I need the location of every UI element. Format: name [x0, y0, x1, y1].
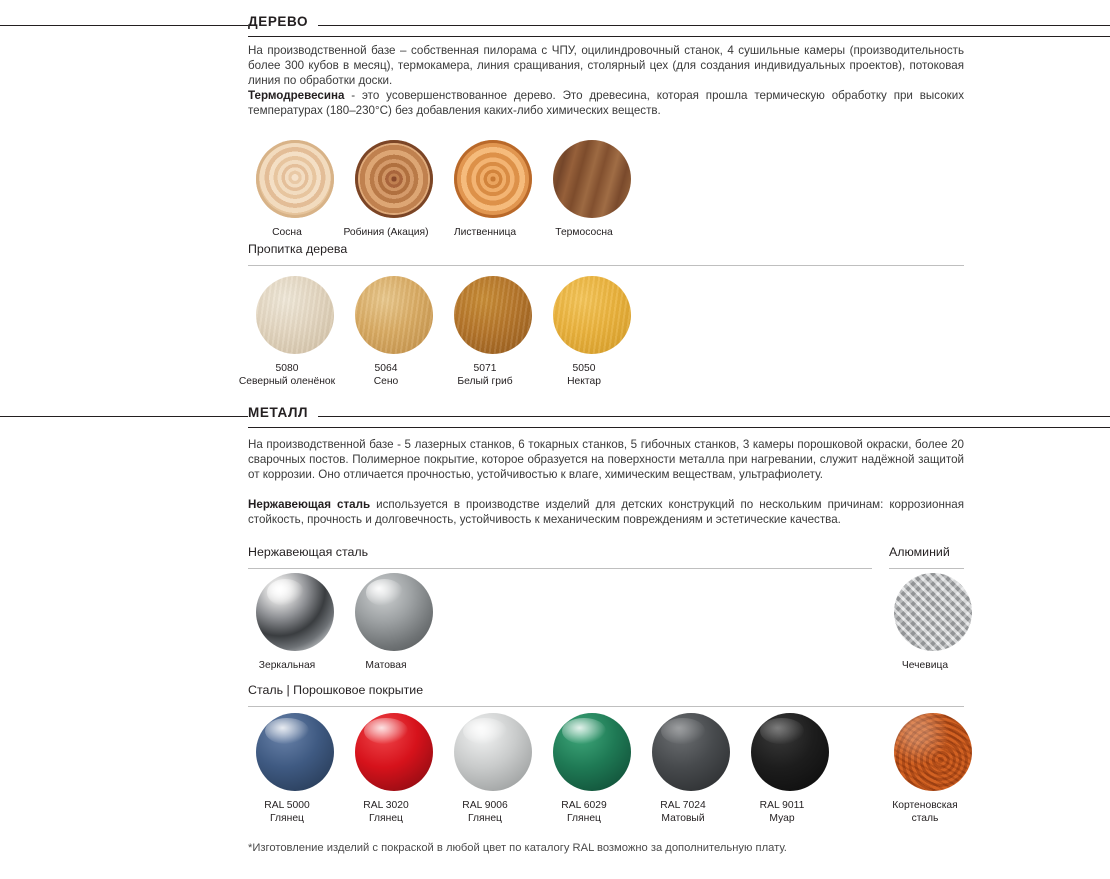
metal-paragraph-2-text: используется в производстве изделий для детских конструкций по нескольким причинам: коррозионная стойкость, прочность и долговечность, устойчивость к механическим повреждениям и эстетические качества.: [248, 498, 964, 527]
ral-3020-finish: Глянец: [369, 812, 403, 824]
swatch-impregnation-5064[interactable]: [347, 276, 441, 388]
powder-rule: [248, 706, 964, 707]
swatch-aluminium-lens[interactable]: [886, 573, 980, 673]
matte-label: Матовая: [365, 660, 407, 671]
metal-header-rule-bottom: [248, 427, 1110, 428]
larch-disc: [454, 140, 532, 218]
metal-header-rule-top: [0, 416, 1110, 417]
stainless-rule: [248, 568, 872, 569]
impregnation-5064-name: Сено: [373, 375, 399, 387]
wood-section-header: [0, 14, 1110, 40]
mirror-sphere: [256, 573, 334, 651]
wood-header-rule-top: [0, 25, 1110, 26]
impregnation-rule: [248, 265, 964, 266]
ral-7024-finish: Матовый: [661, 812, 705, 824]
grain-overlay-icon: [454, 276, 532, 354]
stainless-title: Нержавеющая сталь: [248, 545, 369, 559]
pine-disc: [256, 140, 334, 218]
swatch-impregnation-5050[interactable]: [545, 276, 639, 388]
gloss-icon: [364, 718, 408, 745]
aluminium-rule: [889, 568, 964, 569]
impregnation-5080-name: Северный оленёнок: [238, 375, 336, 387]
ral-6029-sphere: [553, 713, 631, 791]
swatch-pine[interactable]: [248, 140, 342, 240]
highlight-icon: [366, 579, 403, 606]
impregnation-5080-code: 5080: [275, 363, 299, 374]
swatch-thermo-pine[interactable]: [545, 140, 639, 240]
swatch-corten-steel[interactable]: [886, 713, 980, 825]
ral-3020-sphere: [355, 713, 433, 791]
swatch-impregnation-5071[interactable]: [446, 276, 540, 388]
powder-title: Сталь | Порошковое покрытие: [248, 683, 424, 697]
impregnation-5064-code: 5064: [374, 363, 398, 374]
grain-overlay-icon: [355, 276, 433, 354]
swatch-stainless-matte[interactable]: [347, 573, 441, 673]
impregnation-5071: [454, 276, 532, 354]
metal-paragraph-2-lead: Нержавеющая сталь: [248, 498, 371, 511]
impregnation-5064: [355, 276, 433, 354]
ral-9011-sphere: [751, 713, 829, 791]
ral-9006-sphere: [454, 713, 532, 791]
ral-9011-finish: Муар: [769, 812, 795, 824]
ral-9011-code: RAL 9011: [759, 800, 805, 811]
swatch-ral-9006[interactable]: [446, 713, 540, 825]
grain-overlay-icon: [256, 276, 334, 354]
wood-paragraph-2: [248, 88, 964, 118]
swatch-ral-6029[interactable]: [545, 713, 639, 825]
pine-label: Сосна: [272, 227, 302, 238]
swatch-stainless-mirror[interactable]: [248, 573, 342, 673]
swatch-ral-3020[interactable]: [347, 713, 441, 825]
wood-paragraph-1: На производственной базе – собственная пилорама с ЧПУ, оцилиндровочный станок, 4 сушильные камеры (производительность более 300 кубов в месяц), термокамера, линия сращивания, столярный цех (для создания индивидуальных проектов), потоковая линия по обработки доски.: [248, 44, 964, 88]
gloss-icon: [562, 718, 606, 745]
metal-paragraph-2: [248, 497, 964, 527]
matte-sphere: [355, 573, 433, 651]
swatch-ral-5000[interactable]: [248, 713, 342, 825]
thermo-pine-disc: [553, 140, 631, 218]
ral-6029-finish: Глянец: [567, 812, 601, 824]
section-metal: [0, 405, 1110, 431]
thermo-pine-label: Термососна: [555, 227, 613, 238]
impregnation-5050: [553, 276, 631, 354]
swatch-larch[interactable]: [446, 140, 540, 240]
aluminium-lens-label: Чечевица: [901, 660, 949, 671]
gloss-icon: [463, 718, 507, 745]
metal-paragraph-1: На производственной базе - 5 лазерных станков, 6 токарных станков, 5 гибочных станков, 3 камеры порошковой окраски, более 20 сварочных постов. Полимерное покрытие, которое образуется на поверхности металла при нагревании, служит надёжной защитой от коррозии. Оно отличается прочностью, устойчивостью к влаге, химическим веществам, ультрафиолету.: [248, 438, 964, 482]
ral-3020-code: RAL 3020: [363, 800, 409, 811]
corten-sphere: [894, 713, 972, 791]
highlight-icon: [267, 579, 304, 606]
metal-section-title: МЕТАЛЛ: [248, 405, 318, 420]
impregnation-5050-code: 5050: [572, 363, 596, 374]
swatch-ral-9011[interactable]: [743, 713, 837, 825]
section-wood: [0, 14, 1110, 40]
aluminium-lens-plate: [894, 573, 972, 651]
wood-paragraph-2-lead: Термодревесина: [248, 89, 345, 102]
grain-overlay-icon: [553, 276, 631, 354]
robinia-disc: [355, 140, 433, 218]
ral-6029-code: RAL 6029: [561, 800, 607, 811]
wood-paragraph-2-text: - это усовершенствованное дерево. Это древесина, которая прошла термическую обработку при высоких температурах (180–230°С) без добавления каких-либо химических веществ.: [248, 89, 964, 118]
ral-5000-code: RAL 5000: [264, 800, 310, 811]
metal-section-header: [0, 405, 1110, 431]
gloss-icon: [760, 718, 804, 745]
ral-9006-finish: Глянец: [468, 812, 502, 824]
swatch-impregnation-5080[interactable]: [238, 276, 342, 388]
wood-header-rule-bottom: [248, 36, 1110, 37]
impregnation-5071-name: Белый гриб: [457, 375, 513, 387]
footnote: *Изготовление изделий с покраской в любой цвет по каталогу RAL возможно за дополнительную плату.: [248, 842, 787, 854]
ral-5000-sphere: [256, 713, 334, 791]
impregnation-5071-code: 5071: [473, 363, 497, 374]
robinia-label: Робиния (Акация): [343, 227, 429, 238]
impregnation-title: Пропитка дерева: [248, 242, 348, 256]
wood-section-title: ДЕРЕВО: [248, 14, 318, 29]
larch-label: Лиственница: [453, 227, 517, 238]
mirror-label: Зеркальная: [258, 660, 316, 671]
ral-9006-code: RAL 9006: [462, 800, 508, 811]
impregnation-5080: [256, 276, 334, 354]
corten-finish: сталь: [911, 812, 939, 824]
swatch-ral-7024[interactable]: [644, 713, 738, 825]
swatch-robinia[interactable]: [343, 140, 441, 240]
gloss-icon: [265, 718, 309, 745]
impregnation-5050-name: Нектар: [567, 375, 601, 387]
ral-7024-sphere: [652, 713, 730, 791]
gloss-icon: [661, 718, 705, 745]
ral-7024-code: RAL 7024: [660, 800, 706, 811]
corten-code: Кортеновская: [892, 800, 958, 811]
aluminium-title: Алюминий: [889, 545, 950, 559]
ral-5000-finish: Глянец: [270, 812, 304, 824]
